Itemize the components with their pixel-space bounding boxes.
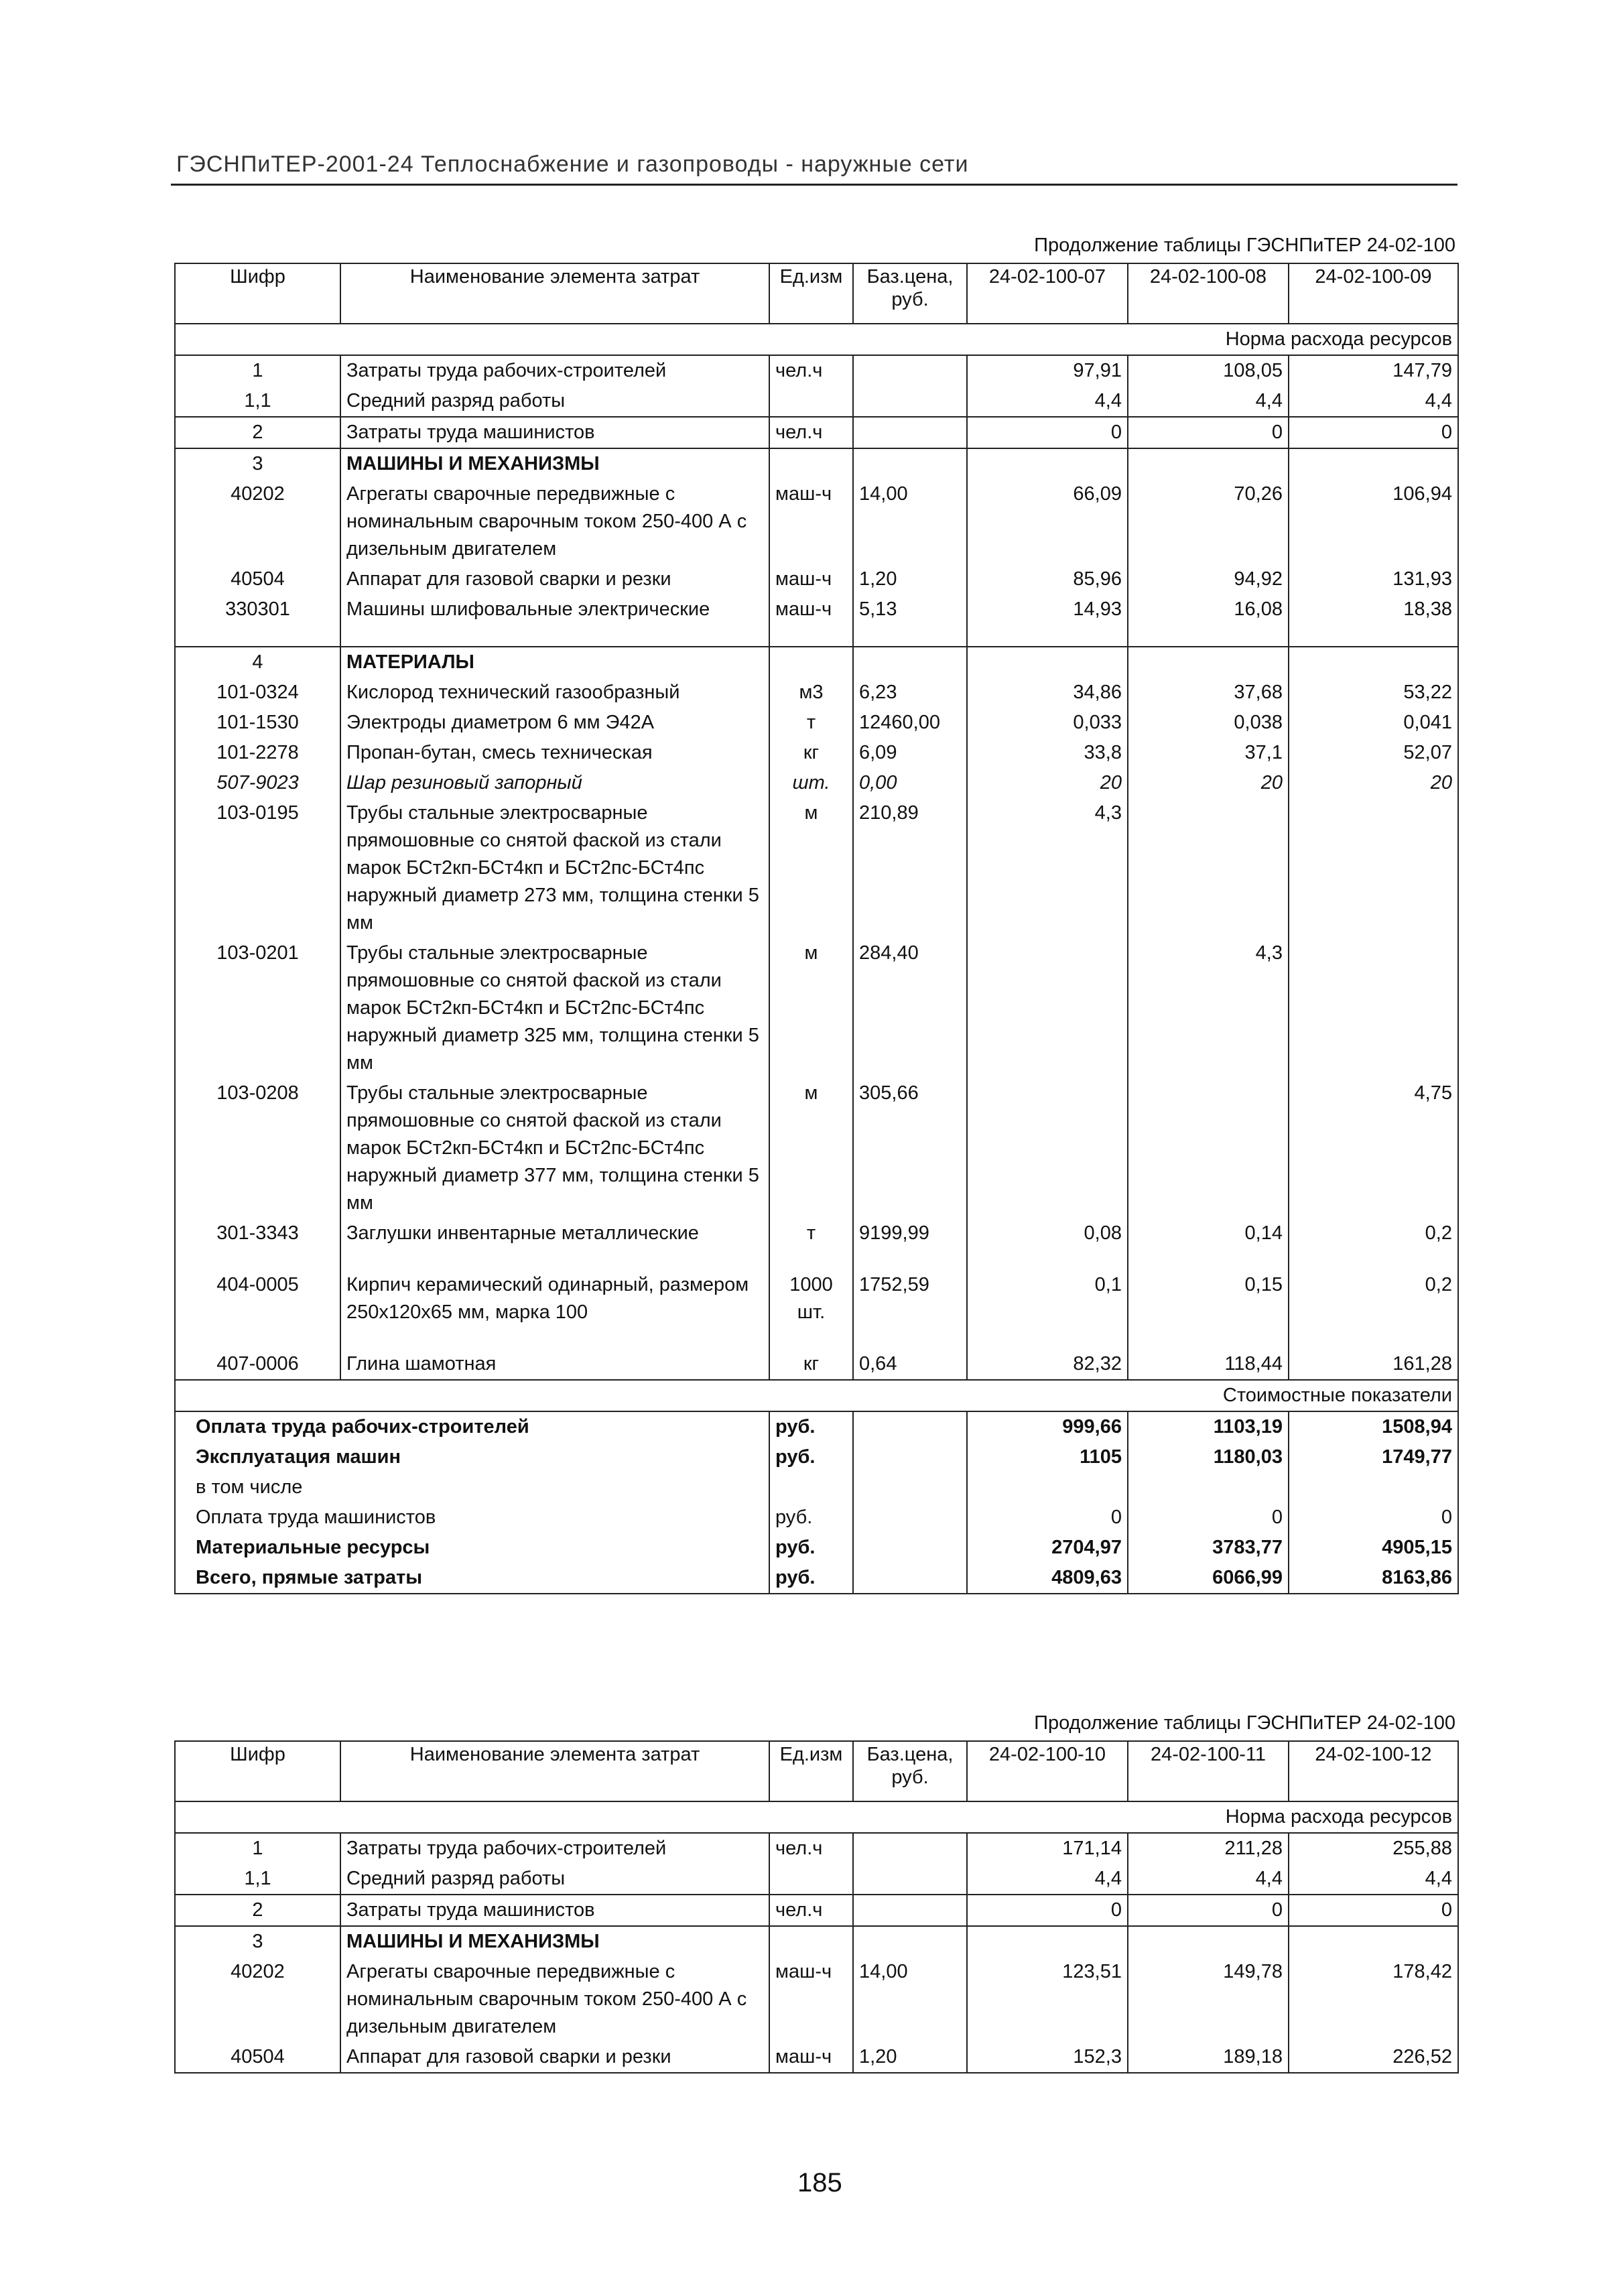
row-price: 9199,99: [853, 1218, 967, 1249]
row-value: 4,3: [967, 798, 1128, 938]
row-value: [1128, 1078, 1289, 1218]
row-value: 118,44: [1128, 1349, 1289, 1380]
cost-value: 8163,86: [1289, 1563, 1458, 1594]
row-unit: кг: [769, 738, 853, 768]
row-value: 37,1: [1128, 738, 1289, 768]
row-code: 301-3343: [175, 1218, 340, 1249]
row-value: 0: [1289, 1895, 1458, 1926]
col-header-norm: 24-02-100-08: [1128, 263, 1289, 324]
row-price: 0,64: [853, 1349, 967, 1380]
row-value: 106,94: [1289, 479, 1458, 564]
row-price: 210,89: [853, 798, 967, 938]
cost-value: [1128, 1472, 1289, 1503]
table-row: [175, 479, 1458, 564]
row-value: 226,52: [1289, 2042, 1458, 2073]
row-value: 34,86: [967, 678, 1128, 708]
table-row: [175, 355, 1458, 386]
cost-row: [175, 1411, 1458, 1442]
col-header-name: Наименование элемента затрат: [340, 263, 769, 324]
section-row: [175, 448, 1458, 479]
row-value: 171,14: [967, 1833, 1128, 1864]
row-code: 103-0208: [175, 1078, 340, 1218]
row-price: [853, 1833, 967, 1864]
row-name: Затраты труда машинистов: [340, 417, 769, 448]
table-row: [175, 1957, 1458, 2042]
cost-value: 3783,77: [1128, 1533, 1289, 1563]
row-value: 97,91: [967, 355, 1128, 386]
row-value: 123,51: [967, 1957, 1128, 2042]
section-row: [175, 647, 1458, 678]
table-row: [175, 768, 1458, 798]
table-row: [175, 1895, 1458, 1926]
row-value: 161,28: [1289, 1349, 1458, 1380]
row-value: 178,42: [1289, 1957, 1458, 2042]
col-header-norm: 24-02-100-07: [967, 263, 1128, 324]
cost-value: [967, 1472, 1128, 1503]
row-price: [853, 386, 967, 417]
row-unit: м: [769, 938, 853, 1078]
row-value: 18,38: [1289, 594, 1458, 625]
row-price: 6,09: [853, 738, 967, 768]
cost-value: 0: [967, 1503, 1128, 1533]
row-value: 0,14: [1128, 1218, 1289, 1249]
row-value: 37,68: [1128, 678, 1289, 708]
row-value: 0,08: [967, 1218, 1128, 1249]
row-name: Трубы стальные электросварные прямошовные со снятой фаской из стали марок БСт2кп-БСт4кп и БСт2пс-БСт4пс наружный диаметр 273 мм, толщина стенки 5 мм: [340, 798, 769, 938]
row-value: 4,4: [1289, 1864, 1458, 1895]
row-price: 1,20: [853, 564, 967, 594]
row-value: 85,96: [967, 564, 1128, 594]
col-header-name: Наименование элемента затрат: [340, 1741, 769, 1801]
row-unit: маш-ч: [769, 594, 853, 625]
row-value: 4,4: [1128, 386, 1289, 417]
row-value: 0: [967, 1895, 1128, 1926]
row-value: [967, 1078, 1128, 1218]
page-header: [171, 149, 1457, 186]
row-code: 330301: [175, 594, 340, 625]
row-code: 3: [175, 448, 340, 479]
table-row: [175, 798, 1458, 938]
row-code: 1: [175, 1833, 340, 1864]
cost-row-unit: руб.: [769, 1503, 853, 1533]
table-caption: Продолжение таблицы ГЭСНПиТЕР 24-02-100: [1034, 1712, 1455, 1734]
row-value: 0,15: [1128, 1270, 1289, 1328]
table-row: [175, 1833, 1458, 1864]
row-value: 20: [1289, 768, 1458, 798]
table-row: [175, 738, 1458, 768]
row-unit: маш-ч: [769, 564, 853, 594]
table-caption: Продолжение таблицы ГЭСНПиТЕР 24-02-100: [1034, 235, 1455, 256]
col-header-norm: 24-02-100-09: [1289, 263, 1458, 324]
row-code: 1: [175, 355, 340, 386]
cost-value: [1289, 1472, 1458, 1503]
row-value: [967, 938, 1128, 1078]
table-row: [175, 678, 1458, 708]
row-price: 0,00: [853, 768, 967, 798]
cost-row-label: в том числе: [175, 1472, 769, 1503]
row-value: 16,08: [1128, 594, 1289, 625]
cost-row-unit: [769, 1472, 853, 1503]
row-value: 82,32: [967, 1349, 1128, 1380]
row-value: 189,18: [1128, 2042, 1289, 2073]
row-code: 40504: [175, 2042, 340, 2073]
cost-row-unit: руб.: [769, 1533, 853, 1563]
row-name: Пропан-бутан, смесь техническая: [340, 738, 769, 768]
row-unit: чел.ч: [769, 1895, 853, 1926]
row-price: 14,00: [853, 479, 967, 564]
row-name: Затраты труда машинистов: [340, 1895, 769, 1926]
row-value: 0: [1128, 417, 1289, 448]
col-header-unit: Ед.изм: [769, 263, 853, 324]
row-price: [853, 1895, 967, 1926]
cost-value: 1105: [967, 1442, 1128, 1472]
row-unit: маш-ч: [769, 479, 853, 564]
row-price: 284,40: [853, 938, 967, 1078]
section-title: МАШИНЫ И МЕХАНИЗМЫ: [340, 1926, 769, 1957]
cost-row-unit: руб.: [769, 1442, 853, 1472]
table-row: [175, 1218, 1458, 1249]
row-price: 12460,00: [853, 708, 967, 738]
cost-row: [175, 1472, 1458, 1503]
row-value: 4,4: [967, 386, 1128, 417]
row-name: Машины шлифовальные электрические: [340, 594, 769, 625]
table-row: [175, 386, 1458, 417]
cost-value: 1180,03: [1128, 1442, 1289, 1472]
row-code: 1,1: [175, 1864, 340, 1895]
row-price: 1,20: [853, 2042, 967, 2073]
row-name: Шар резиновый запорный: [340, 768, 769, 798]
row-code: 1,1: [175, 386, 340, 417]
row-value: [1289, 798, 1458, 938]
row-value: 94,92: [1128, 564, 1289, 594]
row-unit: маш-ч: [769, 1957, 853, 2042]
row-value: 33,8: [967, 738, 1128, 768]
row-code: 4: [175, 647, 340, 678]
row-name: Трубы стальные электросварные прямошовные со снятой фаской из стали марок БСт2кп-БСт4кп и БСт2пс-БСт4пс наружный диаметр 325 мм, толщина стенки 5 мм: [340, 938, 769, 1078]
col-header-norm: 24-02-100-12: [1289, 1741, 1458, 1801]
row-price: 14,00: [853, 1957, 967, 2042]
row-price: 305,66: [853, 1078, 967, 1218]
row-code: 2: [175, 417, 340, 448]
row-value: 14,93: [967, 594, 1128, 625]
row-unit: 1000 шт.: [769, 1270, 853, 1328]
table-row: [175, 708, 1458, 738]
norm-label: Норма расхода ресурсов: [175, 1801, 1458, 1833]
col-header-code: Шифр: [175, 1741, 340, 1801]
row-unit: [769, 386, 853, 417]
cost-row: [175, 1563, 1458, 1594]
table-row: [175, 594, 1458, 625]
row-name: Кислород технический газообразный: [340, 678, 769, 708]
row-unit: т: [769, 1218, 853, 1249]
row-value: 4,75: [1289, 1078, 1458, 1218]
row-price: [853, 1864, 967, 1895]
row-value: 0,038: [1128, 708, 1289, 738]
row-code: 40202: [175, 1957, 340, 2042]
col-header-unit: Ед.изм: [769, 1741, 853, 1801]
row-value: 0,1: [967, 1270, 1128, 1328]
row-unit: [769, 1864, 853, 1895]
row-value: 4,3: [1128, 938, 1289, 1078]
row-value: 70,26: [1128, 479, 1289, 564]
cost-row: [175, 1533, 1458, 1563]
row-name: Агрегаты сварочные передвижные с номинальным сварочным током 250-400 А с дизельным двигателем: [340, 479, 769, 564]
row-name: Средний разряд работы: [340, 386, 769, 417]
row-name: Аппарат для газовой сварки и резки: [340, 564, 769, 594]
row-code: 2: [175, 1895, 340, 1926]
table-row: [175, 1270, 1458, 1328]
row-unit: маш-ч: [769, 2042, 853, 2073]
table-row: [175, 938, 1458, 1078]
norm-label: Норма расхода ресурсов: [175, 324, 1458, 355]
row-name: Затраты труда рабочих-строителей: [340, 355, 769, 386]
row-name: Электроды диаметром 6 мм Э42А: [340, 708, 769, 738]
row-code: 101-2278: [175, 738, 340, 768]
row-value: 0: [967, 417, 1128, 448]
row-value: 131,93: [1289, 564, 1458, 594]
cost-row-label: Эксплуатация машин: [175, 1442, 769, 1472]
resource-table-1: [174, 263, 1459, 1594]
row-value: 4,4: [1289, 386, 1458, 417]
cost-row: [175, 1503, 1458, 1533]
cost-row-label: Всего, прямые затраты: [175, 1563, 769, 1594]
row-value: 0: [1289, 417, 1458, 448]
row-name: Кирпич керамический одинарный, размером 250х120х65 мм, марка 100: [340, 1270, 769, 1328]
cost-value: 999,66: [967, 1411, 1128, 1442]
row-value: 255,88: [1289, 1833, 1458, 1864]
table-row: [175, 1078, 1458, 1218]
row-price: [853, 355, 967, 386]
row-unit: м: [769, 1078, 853, 1218]
cost-value: 6066,99: [1128, 1563, 1289, 1594]
section-title: МАТЕРИАЛЫ: [340, 647, 769, 678]
row-name: Глина шамотная: [340, 1349, 769, 1380]
cost-label: Стоимостные показатели: [175, 1380, 1458, 1411]
table-row: [175, 564, 1458, 594]
row-code: 3: [175, 1926, 340, 1957]
row-price: [853, 417, 967, 448]
row-name: Заглушки инвентарные металлические: [340, 1218, 769, 1249]
row-unit: м: [769, 798, 853, 938]
page-number: 185: [797, 2168, 842, 2197]
col-header-code: Шифр: [175, 263, 340, 324]
row-unit: чел.ч: [769, 417, 853, 448]
row-value: [1289, 938, 1458, 1078]
row-code: 101-0324: [175, 678, 340, 708]
row-value: 0: [1128, 1895, 1289, 1926]
cost-value: 2704,97: [967, 1533, 1128, 1563]
table-row: [175, 1349, 1458, 1380]
row-code: 101-1530: [175, 708, 340, 738]
col-header-norm: 24-02-100-11: [1128, 1741, 1289, 1801]
cost-row: [175, 1442, 1458, 1472]
row-value: 152,3: [967, 2042, 1128, 2073]
row-price: 5,13: [853, 594, 967, 625]
row-price: 1752,59: [853, 1270, 967, 1328]
cost-row-label: Оплата труда рабочих-строителей: [175, 1411, 769, 1442]
row-code: 404-0005: [175, 1270, 340, 1328]
row-value: 53,22: [1289, 678, 1458, 708]
row-code: 40202: [175, 479, 340, 564]
row-unit: шт.: [769, 768, 853, 798]
row-value: 0,041: [1289, 708, 1458, 738]
cost-value: 1103,19: [1128, 1411, 1289, 1442]
row-code: 40504: [175, 564, 340, 594]
cost-value: 1749,77: [1289, 1442, 1458, 1472]
cost-row-label: Материальные ресурсы: [175, 1533, 769, 1563]
row-value: 108,05: [1128, 355, 1289, 386]
cost-row-unit: руб.: [769, 1563, 853, 1594]
cost-row-unit: руб.: [769, 1411, 853, 1442]
row-unit: чел.ч: [769, 355, 853, 386]
row-code: 103-0195: [175, 798, 340, 938]
row-name: Средний разряд работы: [340, 1864, 769, 1895]
row-value: 147,79: [1289, 355, 1458, 386]
row-name: Агрегаты сварочные передвижные с номинальным сварочным током 250-400 А с дизельным двигателем: [340, 1957, 769, 2042]
table-row: [175, 2042, 1458, 2073]
row-value: 20: [967, 768, 1128, 798]
cost-value: 4809,63: [967, 1563, 1128, 1594]
row-value: 66,09: [967, 479, 1128, 564]
row-price: 6,23: [853, 678, 967, 708]
section-title: МАШИНЫ И МЕХАНИЗМЫ: [340, 448, 769, 479]
row-value: 20: [1128, 768, 1289, 798]
row-code: 507-9023: [175, 768, 340, 798]
col-header-norm: 24-02-100-10: [967, 1741, 1128, 1801]
row-unit: т: [769, 708, 853, 738]
row-name: Аппарат для газовой сварки и резки: [340, 2042, 769, 2073]
cost-value: 0: [1289, 1503, 1458, 1533]
row-unit: чел.ч: [769, 1833, 853, 1864]
row-value: [1128, 798, 1289, 938]
col-header-price: Баз.цена, руб.: [853, 263, 967, 324]
cost-value: 1508,94: [1289, 1411, 1458, 1442]
row-value: 0,2: [1289, 1218, 1458, 1249]
row-value: 4,4: [967, 1864, 1128, 1895]
row-value: 149,78: [1128, 1957, 1289, 2042]
col-header-price: Баз.цена, руб.: [853, 1741, 967, 1801]
resource-table-2: [174, 1740, 1459, 2074]
section-row: [175, 1926, 1458, 1957]
row-name: Затраты труда рабочих-строителей: [340, 1833, 769, 1864]
table-row: [175, 1864, 1458, 1895]
row-value: 0,033: [967, 708, 1128, 738]
row-code: 407-0006: [175, 1349, 340, 1380]
row-value: 211,28: [1128, 1833, 1289, 1864]
cost-value: 0: [1128, 1503, 1289, 1533]
row-unit: кг: [769, 1349, 853, 1380]
cost-value: 4905,15: [1289, 1533, 1458, 1563]
cost-row-label: Оплата труда машинистов: [175, 1503, 769, 1533]
row-code: 103-0201: [175, 938, 340, 1078]
row-unit: м3: [769, 678, 853, 708]
row-value: 52,07: [1289, 738, 1458, 768]
row-value: 0,2: [1289, 1270, 1458, 1328]
row-value: 4,4: [1128, 1864, 1289, 1895]
row-name: Трубы стальные электросварные прямошовные со снятой фаской из стали марок БСт2кп-БСт4кп и БСт2пс-БСт4пс наружный диаметр 377 мм, толщина стенки 5 мм: [340, 1078, 769, 1218]
header-title: ГЭСНПиТЕР-2001-24 Теплоснабжение и газопроводы - наружные сети: [176, 151, 969, 177]
table-row: [175, 417, 1458, 448]
